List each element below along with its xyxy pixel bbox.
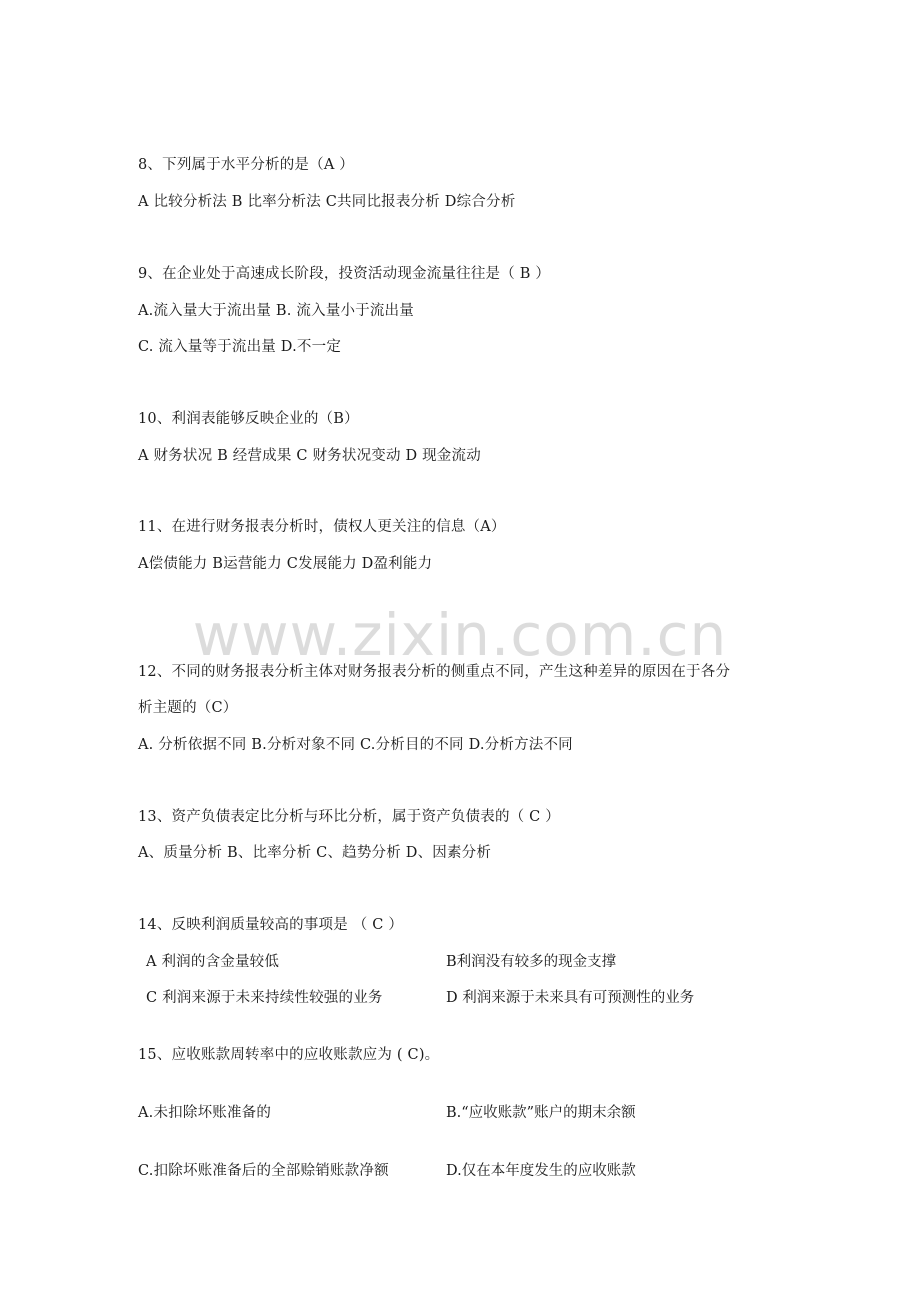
question-11: 11、在进行财务报表分析时，债权人更关注的信息（A） — [138, 519, 506, 535]
question-15: 15、应收账款周转率中的应收账款应为 ( C)。 — [138, 1047, 440, 1063]
watermark: www.zixin.com.cn — [192, 601, 728, 669]
question-10-options: A 财务状况 B 经营成果 C 财务状况变动 D 现金流动 — [138, 448, 481, 464]
question-9: 9、在企业处于高速成长阶段，投资活动现金流量往往是（ B ） — [138, 266, 551, 282]
question-12-options: A. 分析依据不同 B.分析对象不同 C.分析目的不同 D.分析方法不同 — [138, 737, 573, 753]
question-14-option-c: C 利润来源于未来持续性较强的业务 — [146, 990, 383, 1006]
question-15-option-a: A.未扣除坏账准备的 — [138, 1105, 272, 1121]
question-15-option-d: D.仅在本年度发生的应收账款 — [446, 1163, 636, 1179]
question-14-option-a: A 利润的含金量较低 — [146, 954, 280, 970]
question-9-options-1: A.流入量大于流出量 B. 流入量小于流出量 — [138, 303, 414, 319]
question-12-line-1: 12、不同的财务报表分析主体对财务报表分析的侧重点不同，产生这种差异的原因在于各分 — [138, 664, 731, 680]
question-15-option-c: C.扣除坏账准备后的全部赊销账款净额 — [138, 1163, 389, 1179]
question-9-options-2: C. 流入量等于流出量 D.不一定 — [138, 339, 342, 355]
question-10: 10、利润表能够反映企业的（B） — [138, 411, 359, 427]
question-8-options: A 比较分析法 B 比率分析法 C共同比报表分析 D综合分析 — [138, 194, 516, 210]
question-11-options: A偿债能力 B运营能力 C发展能力 D盈利能力 — [138, 556, 433, 572]
question-13: 13、资产负债表定比分析与环比分析，属于资产负债表的（ C ） — [138, 809, 560, 825]
question-14: 14、反映利润质量较高的事项是 （ C ） — [138, 917, 404, 933]
question-14-option-b: B利润没有较多的现金支撑 — [446, 954, 617, 970]
question-14-option-d: D 利润来源于未来具有可预测性的业务 — [446, 990, 695, 1006]
question-12-line-2: 析主题的（C） — [138, 700, 238, 716]
question-15-option-b: B.“应收账款”账户的期末余额 — [446, 1105, 636, 1121]
question-8: 8、下列属于水平分析的是（A ） — [138, 157, 355, 173]
question-13-options: A、质量分析 B、比率分析 C、趋势分析 D、因素分析 — [138, 845, 492, 861]
